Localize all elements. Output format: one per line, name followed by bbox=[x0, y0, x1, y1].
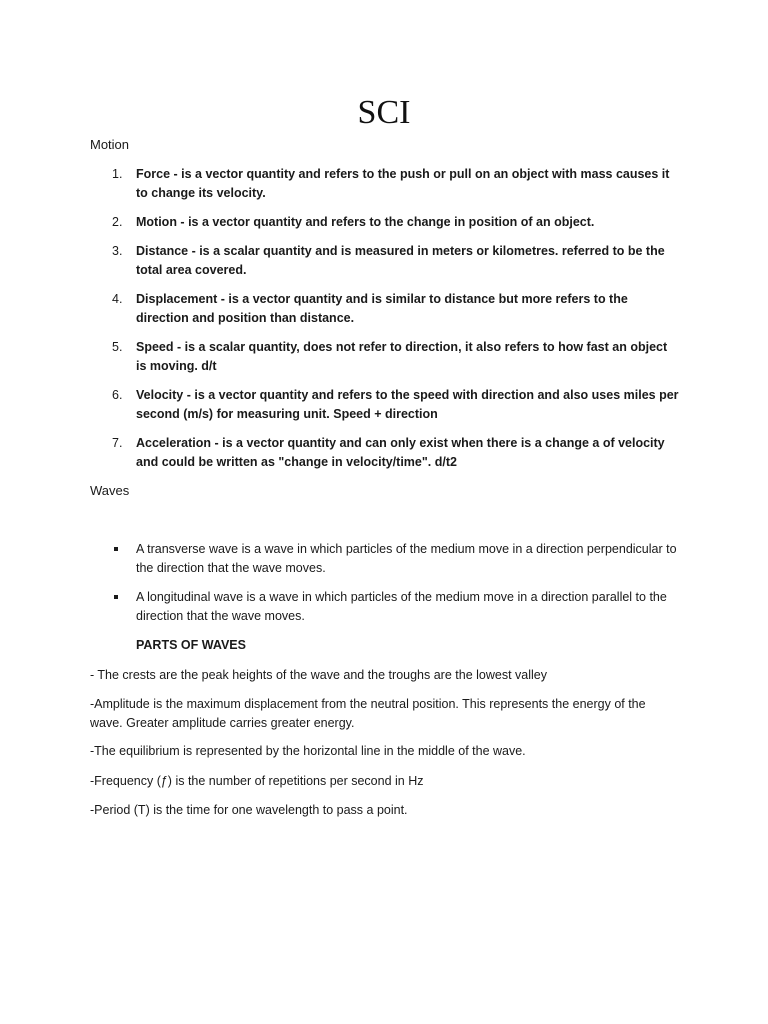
list-number: 4. bbox=[112, 292, 123, 306]
list-item-text: Distance - is a scalar quantity and is measured in meters or kilometres. referred to be the total area covered. bbox=[136, 244, 665, 277]
paragraph: -The equilibrium is represented by the horizontal line in the middle of the wave. bbox=[90, 744, 526, 758]
list-item bbox=[90, 386, 680, 424]
motion-list bbox=[90, 165, 680, 482]
list-item bbox=[90, 588, 680, 626]
list-number: 5. bbox=[112, 340, 123, 354]
list-item bbox=[90, 338, 680, 376]
parts-of-waves-heading: PARTS OF WAVES bbox=[136, 638, 246, 652]
page-title: SCI bbox=[357, 94, 411, 131]
list-number: 3. bbox=[112, 244, 123, 258]
square-bullet-icon bbox=[114, 547, 118, 551]
list-number: 1. bbox=[112, 167, 123, 181]
list-item-text: Motion - is a vector quantity and refers to the change in position of an object. bbox=[136, 215, 595, 229]
paragraph: -Amplitude is the maximum displacement from the neutral position. This represents the energy of the wave. Greater amplitude carries greater energy. bbox=[90, 697, 646, 730]
paragraph: -Period (T) is the time for one wavelength to pass a point. bbox=[90, 803, 408, 817]
square-bullet-icon bbox=[114, 595, 118, 599]
motion-heading: Motion bbox=[90, 137, 130, 152]
list-item-text: Velocity - is a vector quantity and refers to the speed with direction and also uses miles per second (m/s) for measuring unit. Speed + direction bbox=[136, 388, 679, 421]
list-item-text: Displacement - is a vector quantity and is similar to distance but more refers to the direction and position than distance. bbox=[136, 292, 628, 325]
waves-bullet-list bbox=[90, 540, 680, 636]
list-number: 2. bbox=[112, 215, 123, 229]
list-item-text: A transverse wave is a wave in which particles of the medium move in a direction perpendicular to the direction that the wave moves. bbox=[136, 542, 677, 575]
list-number: 7. bbox=[112, 436, 123, 450]
list-item-text: Speed - is a scalar quantity, does not refer to direction, it also refers to how fast an object is moving. d/t bbox=[136, 340, 668, 373]
paragraph: - The crests are the peak heights of the wave and the troughs are the lowest valley bbox=[90, 668, 547, 682]
list-number: 6. bbox=[112, 388, 123, 402]
list-item bbox=[90, 242, 680, 280]
list-item bbox=[90, 434, 680, 472]
waves-heading: Waves bbox=[90, 483, 130, 498]
list-item-text: A longitudinal wave is a wave in which particles of the medium move in a direction parallel to the direction that the wave moves. bbox=[136, 590, 667, 623]
paragraph: -Frequency (ƒ) is the number of repetitions per second in Hz bbox=[90, 774, 424, 788]
list-item bbox=[90, 165, 680, 203]
list-item-text: Acceleration - is a vector quantity and can only exist when there is a change a of velocity and could be written as "change in velocity/time". d/t2 bbox=[136, 436, 665, 469]
list-item bbox=[90, 290, 680, 328]
list-item-text: Force - is a vector quantity and refers to the push or pull on an object with mass causes it to change its velocity. bbox=[136, 167, 670, 200]
list-item bbox=[90, 213, 680, 232]
list-item bbox=[90, 540, 680, 578]
